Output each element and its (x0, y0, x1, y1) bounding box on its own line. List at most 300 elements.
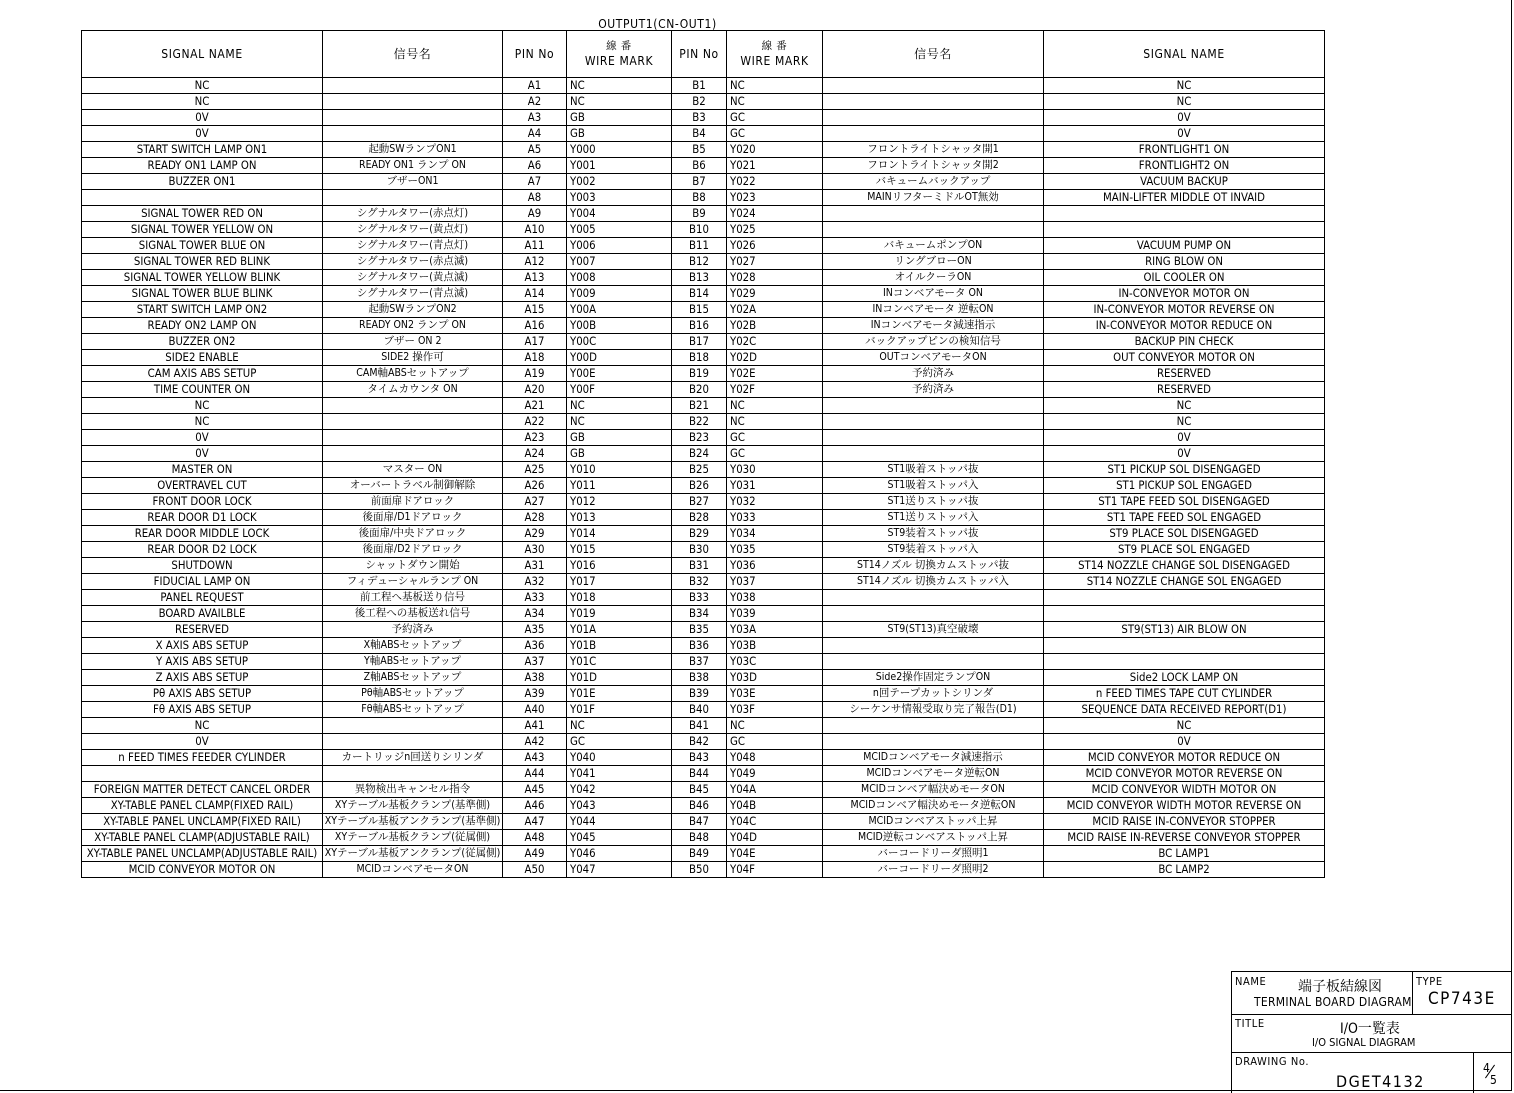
name-label: NAME (1235, 975, 1267, 988)
cell-signal-name-left: REAR DOOR D2 LOCK (82, 542, 323, 558)
cell-wire-mark-left: Y044 (567, 814, 672, 830)
cell-wire-mark-left: Y042 (567, 782, 672, 798)
cell-wire-mark-right: Y038 (727, 590, 823, 606)
cell-wire-mark-left: Y01F (567, 702, 672, 718)
cell-jp-name-right (823, 734, 1044, 750)
cell-wire-mark-left: Y019 (567, 606, 672, 622)
table-row (82, 574, 1325, 590)
cell-pin-no-left: A17 (503, 334, 567, 350)
cell-wire-mark-left: Y047 (567, 862, 672, 878)
cell-signal-name-right: MAIN-LIFTER MIDDLE OT INVAID (1044, 190, 1325, 206)
cell-signal-name-right: IN-CONVEYOR MOTOR REVERSE ON (1044, 302, 1325, 318)
cell-wire-mark-right: Y02F (727, 382, 823, 398)
cell-signal-name-left: NC (82, 414, 323, 430)
cell-pin-no-left: A11 (503, 238, 567, 254)
cell-jp-name-right (823, 654, 1044, 670)
cell-pin-no-left: A22 (503, 414, 567, 430)
cell-wire-mark-left: Y01E (567, 686, 672, 702)
cell-pin-no-right: B24 (672, 446, 727, 462)
cell-signal-name-right: VACUUM BACKUP (1044, 174, 1325, 190)
table-row (82, 446, 1325, 462)
cell-wire-mark-right: Y048 (727, 750, 823, 766)
cell-jp-name-left: SIDE2 操作可 (323, 350, 503, 366)
cell-pin-no-right: B37 (672, 654, 727, 670)
cell-pin-no-right: B27 (672, 494, 727, 510)
cell-signal-name-left: RESERVED (82, 622, 323, 638)
cell-wire-mark-right: Y021 (727, 158, 823, 174)
table-row (82, 174, 1325, 190)
table-row (82, 510, 1325, 526)
cell-wire-mark-left: GC (567, 734, 672, 750)
cell-signal-name-left: Fθ AXIS ABS SETUP (82, 702, 323, 718)
cell-signal-name-right: IN-CONVEYOR MOTOR REDUCE ON (1044, 318, 1325, 334)
cell-wire-mark-left: NC (567, 398, 672, 414)
cell-jp-name-right: ST1吸着ストッパ抜 (823, 462, 1044, 478)
cell-pin-no-left: A50 (503, 862, 567, 878)
cell-signal-name-right: BACKUP PIN CHECK (1044, 334, 1325, 350)
cell-signal-name-right: 0V (1044, 126, 1325, 142)
cell-jp-name-right: ST14ノズル 切換カムストッパ入 (823, 574, 1044, 590)
table-row (82, 542, 1325, 558)
cell-wire-mark-right: Y022 (727, 174, 823, 190)
cell-jp-name-right: MCIDコンベアストッパ上昇 (823, 814, 1044, 830)
cell-wire-mark-right: Y020 (727, 142, 823, 158)
cell-wire-mark-left: GB (567, 446, 672, 462)
table-row (82, 798, 1325, 814)
cell-jp-name-left: 後面扉/D2ドアロック (323, 542, 503, 558)
cell-jp-name-right: Side2操作固定ランプON (823, 670, 1044, 686)
cell-pin-no-right: B13 (672, 270, 727, 286)
cell-signal-name-left: CAM AXIS ABS SETUP (82, 366, 323, 382)
cell-wire-mark-left: Y011 (567, 478, 672, 494)
cell-pin-no-right: B39 (672, 686, 727, 702)
cell-signal-name-right: BC LAMP1 (1044, 846, 1325, 862)
table-row (82, 606, 1325, 622)
cell-jp-name-right: MCIDコンベアモータ減速指示 (823, 750, 1044, 766)
cell-wire-mark-right: Y036 (727, 558, 823, 574)
cell-jp-name-left (323, 398, 503, 414)
cell-signal-name-left: BUZZER ON1 (82, 174, 323, 190)
header-wire-mark-left (567, 31, 672, 78)
header-wire-mark-right-jp: 線 番 (761, 40, 788, 52)
header-wire-mark-right-en: WIRE MARK (740, 54, 809, 68)
cell-signal-name-right: Side2 LOCK LAMP ON (1044, 670, 1325, 686)
cell-signal-name-right (1044, 206, 1325, 222)
cell-jp-name-right (823, 222, 1044, 238)
cell-pin-no-left: A20 (503, 382, 567, 398)
cell-wire-mark-right: Y04F (727, 862, 823, 878)
cell-signal-name-right: MCID CONVEYOR MOTOR REDUCE ON (1044, 750, 1325, 766)
title-label: TITLE (1235, 1017, 1265, 1030)
table-row (82, 766, 1325, 782)
cell-jp-name-right: 予約済み (823, 382, 1044, 398)
cell-jp-name-left (323, 430, 503, 446)
cell-signal-name-right: n FEED TIMES TAPE CUT CYLINDER (1044, 686, 1325, 702)
header-pin-no-right: PIN No (672, 31, 727, 78)
cell-jp-name-left: シグナルタワー(青点灯) (323, 238, 503, 254)
cell-signal-name-right: OIL COOLER ON (1044, 270, 1325, 286)
cell-wire-mark-right: Y039 (727, 606, 823, 622)
cell-signal-name-right: FRONTLIGHT2 ON (1044, 158, 1325, 174)
cell-signal-name-left: REAR DOOR MIDDLE LOCK (82, 526, 323, 542)
cell-pin-no-right: B47 (672, 814, 727, 830)
cell-wire-mark-left: Y01D (567, 670, 672, 686)
cell-signal-name-left: TIME COUNTER ON (82, 382, 323, 398)
cell-jp-name-left: XYテーブル基板クランプ(従属側) (323, 830, 503, 846)
table-row (82, 814, 1325, 830)
cell-pin-no-left: A15 (503, 302, 567, 318)
cell-signal-name-right: ST9(ST13) AIR BLOW ON (1044, 622, 1325, 638)
cell-wire-mark-left: Y041 (567, 766, 672, 782)
cell-pin-no-right: B33 (672, 590, 727, 606)
cell-signal-name-left: READY ON2 LAMP ON (82, 318, 323, 334)
header-row (82, 31, 1325, 78)
cell-signal-name-left: 0V (82, 430, 323, 446)
cell-signal-name-left: NC (82, 94, 323, 110)
cell-jp-name-right: リングブローON (823, 254, 1044, 270)
cell-pin-no-right: B43 (672, 750, 727, 766)
cell-wire-mark-left: Y043 (567, 798, 672, 814)
cell-jp-name-left: CAM軸ABSセットアップ (323, 366, 503, 382)
cell-pin-no-right: B10 (672, 222, 727, 238)
cell-pin-no-left: A25 (503, 462, 567, 478)
cell-pin-no-left: A4 (503, 126, 567, 142)
cell-jp-name-right (823, 606, 1044, 622)
table-row (82, 206, 1325, 222)
cell-pin-no-left: A28 (503, 510, 567, 526)
cell-jp-name-left: Fθ軸ABSセットアップ (323, 702, 503, 718)
cell-wire-mark-left: Y00A (567, 302, 672, 318)
cell-pin-no-right: B44 (672, 766, 727, 782)
table-row (82, 302, 1325, 318)
cell-signal-name-left: START SWITCH LAMP ON2 (82, 302, 323, 318)
cell-jp-name-right (823, 446, 1044, 462)
sheet-number: 4 (1483, 1061, 1490, 1075)
cell-signal-name-right (1044, 638, 1325, 654)
cell-wire-mark-right: Y02E (727, 366, 823, 382)
cell-pin-no-left: A19 (503, 366, 567, 382)
cell-signal-name-right: ST1 PICKUP SOL ENGAGED (1044, 478, 1325, 494)
cell-wire-mark-right: GC (727, 430, 823, 446)
cell-pin-no-left: A3 (503, 110, 567, 126)
cell-jp-name-left: MCIDコンベアモータON (323, 862, 503, 878)
cell-signal-name-left: Pθ AXIS ABS SETUP (82, 686, 323, 702)
cell-jp-name-right (823, 590, 1044, 606)
cell-jp-name-left: Z軸ABSセットアップ (323, 670, 503, 686)
table-row (82, 270, 1325, 286)
cell-signal-name-left: XY-TABLE PANEL UNCLAMP(FIXED RAIL) (82, 814, 323, 830)
cell-wire-mark-right: Y03E (727, 686, 823, 702)
cell-jp-name-right: ST1送りストッパ抜 (823, 494, 1044, 510)
cell-jp-name-left: 前面扉ドアロック (323, 494, 503, 510)
cell-jp-name-left: タイムカウンタ ON (323, 382, 503, 398)
cell-signal-name-left: X AXIS ABS SETUP (82, 638, 323, 654)
cell-wire-mark-left: Y017 (567, 574, 672, 590)
cell-wire-mark-left: Y00B (567, 318, 672, 334)
cell-signal-name-right: 0V (1044, 110, 1325, 126)
cell-signal-name-left: SIGNAL TOWER YELLOW BLINK (82, 270, 323, 286)
cell-wire-mark-left: Y012 (567, 494, 672, 510)
cell-signal-name-right: ST14 NOZZLE CHANGE SOL ENGAGED (1044, 574, 1325, 590)
cell-pin-no-right: B3 (672, 110, 727, 126)
cell-pin-no-left: A36 (503, 638, 567, 654)
cell-jp-name-right (823, 638, 1044, 654)
cell-signal-name-left: START SWITCH LAMP ON1 (82, 142, 323, 158)
cell-signal-name-right: 0V (1044, 734, 1325, 750)
cell-signal-name-left (82, 766, 323, 782)
cell-jp-name-right (823, 126, 1044, 142)
cell-wire-mark-left: Y016 (567, 558, 672, 574)
cell-signal-name-right (1044, 606, 1325, 622)
cell-wire-mark-right: NC (727, 414, 823, 430)
cell-wire-mark-right: Y037 (727, 574, 823, 590)
cell-pin-no-left: A47 (503, 814, 567, 830)
cell-pin-no-right: B32 (672, 574, 727, 590)
cell-pin-no-right: B21 (672, 398, 727, 414)
cell-signal-name-right: ST9 PLACE SOL DISENGAGED (1044, 526, 1325, 542)
cell-pin-no-right: B31 (672, 558, 727, 574)
cell-pin-no-right: B29 (672, 526, 727, 542)
cell-wire-mark-left: Y018 (567, 590, 672, 606)
table-row (82, 366, 1325, 382)
cell-wire-mark-right: Y04E (727, 846, 823, 862)
cell-signal-name-right: NC (1044, 414, 1325, 430)
cell-jp-name-right (823, 110, 1044, 126)
cell-signal-name-left: Y AXIS ABS SETUP (82, 654, 323, 670)
table-row (82, 494, 1325, 510)
cell-pin-no-left: A12 (503, 254, 567, 270)
type-value: CP743E (1428, 989, 1496, 1009)
cell-jp-name-right: バキュームポンプON (823, 238, 1044, 254)
table-row (82, 318, 1325, 334)
cell-pin-no-left: A34 (503, 606, 567, 622)
cell-wire-mark-right: GC (727, 446, 823, 462)
type-label: TYPE (1416, 975, 1443, 988)
cell-wire-mark-right: Y027 (727, 254, 823, 270)
cell-jp-name-left: マスター ON (323, 462, 503, 478)
cell-jp-name-left: 後工程への基板送れ信号 (323, 606, 503, 622)
name-jp: 端子板結線図 (1298, 979, 1382, 995)
cell-wire-mark-left: Y040 (567, 750, 672, 766)
cell-signal-name-left: SIGNAL TOWER BLUE ON (82, 238, 323, 254)
cell-wire-mark-right: Y02C (727, 334, 823, 350)
cell-signal-name-right: RESERVED (1044, 382, 1325, 398)
cell-signal-name-left: 0V (82, 110, 323, 126)
table-row (82, 238, 1325, 254)
cell-pin-no-right: B4 (672, 126, 727, 142)
cell-pin-no-left: A1 (503, 78, 567, 94)
cell-signal-name-right: FRONTLIGHT1 ON (1044, 142, 1325, 158)
cell-wire-mark-right: Y04A (727, 782, 823, 798)
cell-jp-name-left: 起動SWランプON2 (323, 302, 503, 318)
header-wire-mark-left-en: WIRE MARK (584, 54, 654, 68)
cell-jp-name-right: INコンベアモータ減速指示 (823, 318, 1044, 334)
cell-jp-name-left: READY ON1 ランプ ON (323, 158, 503, 174)
cell-wire-mark-left: Y00E (567, 366, 672, 382)
cell-pin-no-left: A2 (503, 94, 567, 110)
cell-wire-mark-left: GB (567, 126, 672, 142)
cell-signal-name-left: NC (82, 78, 323, 94)
cell-wire-mark-right: Y03C (727, 654, 823, 670)
cell-wire-mark-left: Y000 (567, 142, 672, 158)
cell-wire-mark-right: Y03F (727, 702, 823, 718)
cell-pin-no-left: A8 (503, 190, 567, 206)
cell-pin-no-left: A38 (503, 670, 567, 686)
cell-pin-no-left: A29 (503, 526, 567, 542)
cell-pin-no-left: A21 (503, 398, 567, 414)
cell-wire-mark-left: Y014 (567, 526, 672, 542)
io-signal-table (81, 30, 1325, 878)
cell-pin-no-right: B42 (672, 734, 727, 750)
cell-wire-mark-right: Y030 (727, 462, 823, 478)
table-row (82, 94, 1325, 110)
cell-signal-name-right (1044, 222, 1325, 238)
cell-signal-name-left: SIGNAL TOWER YELLOW ON (82, 222, 323, 238)
cell-wire-mark-right: Y02D (727, 350, 823, 366)
table-row (82, 254, 1325, 270)
cell-pin-no-right: B48 (672, 830, 727, 846)
cell-pin-no-right: B49 (672, 846, 727, 862)
cell-pin-no-left: A26 (503, 478, 567, 494)
cell-jp-name-left: ブザーON1 (323, 174, 503, 190)
table-caption: OUTPUT1(CN-OUT1) (598, 17, 717, 31)
cell-pin-no-right: B12 (672, 254, 727, 270)
cell-pin-no-right: B6 (672, 158, 727, 174)
cell-jp-name-left: オーバートラベル制御解除 (323, 478, 503, 494)
cell-jp-name-right: バーコードリーダ照明1 (823, 846, 1044, 862)
cell-wire-mark-left: Y001 (567, 158, 672, 174)
cell-jp-name-left: 予約済み (323, 622, 503, 638)
cell-pin-no-left: A9 (503, 206, 567, 222)
cell-signal-name-left: SIDE2 ENABLE (82, 350, 323, 366)
cell-wire-mark-left: NC (567, 414, 672, 430)
cell-pin-no-right: B26 (672, 478, 727, 494)
sheet-total: 5 (1490, 1073, 1497, 1087)
cell-jp-name-right (823, 94, 1044, 110)
cell-pin-no-right: B35 (672, 622, 727, 638)
cell-signal-name-right: OUT CONVEYOR MOTOR ON (1044, 350, 1325, 366)
cell-signal-name-right: ST1 TAPE FEED SOL ENGAGED (1044, 510, 1325, 526)
title-block-divider (1473, 1052, 1474, 1093)
header-wire-mark-left-jp: 線 番 (606, 40, 632, 52)
cell-jp-name-left (323, 126, 503, 142)
cell-pin-no-left: A39 (503, 686, 567, 702)
cell-wire-mark-right: GC (727, 734, 823, 750)
cell-jp-name-left: カートリッジn回送りシリンダ (323, 750, 503, 766)
cell-wire-mark-right: Y033 (727, 510, 823, 526)
cell-signal-name-right: 0V (1044, 446, 1325, 462)
cell-wire-mark-right: Y03D (727, 670, 823, 686)
cell-pin-no-right: B9 (672, 206, 727, 222)
cell-jp-name-left (323, 446, 503, 462)
cell-jp-name-right: MCIDコンベア幅決めモータ逆転ON (823, 798, 1044, 814)
header-signal-name-left: SIGNAL NAME (82, 31, 323, 78)
cell-signal-name-left: FRONT DOOR LOCK (82, 494, 323, 510)
cell-pin-no-right: B19 (672, 366, 727, 382)
cell-wire-mark-left: Y003 (567, 190, 672, 206)
cell-jp-name-left: 起動SWランプON1 (323, 142, 503, 158)
cell-jp-name-left: XYテーブル基板アンクランプ(従属側) (323, 846, 503, 862)
cell-wire-mark-left: Y010 (567, 462, 672, 478)
cell-jp-name-left: フィデューシャルランプ ON (323, 574, 503, 590)
cell-pin-no-right: B41 (672, 718, 727, 734)
table-row (82, 462, 1325, 478)
cell-wire-mark-right: Y031 (727, 478, 823, 494)
cell-pin-no-left: A48 (503, 830, 567, 846)
cell-pin-no-left: A49 (503, 846, 567, 862)
cell-jp-name-right: OUTコンベアモータON (823, 350, 1044, 366)
table-row (82, 526, 1325, 542)
table-row (82, 398, 1325, 414)
cell-jp-name-right: 予約済み (823, 366, 1044, 382)
cell-signal-name-right: IN-CONVEYOR MOTOR ON (1044, 286, 1325, 302)
cell-wire-mark-left: Y015 (567, 542, 672, 558)
cell-wire-mark-left: Y00D (567, 350, 672, 366)
cell-jp-name-left: シグナルタワー(赤点滅) (323, 254, 503, 270)
cell-wire-mark-left: Y006 (567, 238, 672, 254)
cell-jp-name-right: ST9(ST13)真空破壊 (823, 622, 1044, 638)
cell-wire-mark-right: NC (727, 718, 823, 734)
table-row (82, 750, 1325, 766)
table-row (82, 846, 1325, 862)
cell-pin-no-right: B50 (672, 862, 727, 878)
cell-wire-mark-left: NC (567, 94, 672, 110)
cell-signal-name-left: NC (82, 718, 323, 734)
cell-signal-name-right: 0V (1044, 430, 1325, 446)
cell-pin-no-right: B5 (672, 142, 727, 158)
cell-signal-name-right: RESERVED (1044, 366, 1325, 382)
cell-signal-name-right: ST1 TAPE FEED SOL DISENGAGED (1044, 494, 1325, 510)
cell-signal-name-right: MCID RAISE IN-REVERSE CONVEYOR STOPPER (1044, 830, 1325, 846)
cell-wire-mark-left: Y005 (567, 222, 672, 238)
cell-jp-name-right: n回テープカットシリンダ (823, 686, 1044, 702)
cell-pin-no-right: B7 (672, 174, 727, 190)
cell-signal-name-left: 0V (82, 126, 323, 142)
title-block-divider (1232, 1052, 1512, 1053)
cell-pin-no-right: B36 (672, 638, 727, 654)
title-jp: I/O一覧表 (1340, 1021, 1400, 1037)
cell-pin-no-left: A10 (503, 222, 567, 238)
cell-signal-name-left: OVERTRAVEL CUT (82, 478, 323, 494)
cell-jp-name-right: MCIDコンベアモータ逆転ON (823, 766, 1044, 782)
cell-jp-name-left (323, 190, 503, 206)
cell-pin-no-right: B22 (672, 414, 727, 430)
cell-jp-name-left: シャットダウン開始 (323, 558, 503, 574)
cell-wire-mark-right: Y04C (727, 814, 823, 830)
cell-pin-no-left: A43 (503, 750, 567, 766)
cell-wire-mark-right: Y02B (727, 318, 823, 334)
cell-jp-name-right: シーケンサ情報受取り完了報告(D1) (823, 702, 1044, 718)
cell-signal-name-left: FIDUCIAL LAMP ON (82, 574, 323, 590)
cell-jp-name-left: XYテーブル基板クランプ(基準側) (323, 798, 503, 814)
table-row (82, 702, 1325, 718)
table-row (82, 590, 1325, 606)
cell-jp-name-right: MAINリフターミドルOT無効 (823, 190, 1044, 206)
cell-jp-name-right: ST1送りストッパ入 (823, 510, 1044, 526)
cell-jp-name-right: ST9装着ストッパ入 (823, 542, 1044, 558)
cell-pin-no-right: B18 (672, 350, 727, 366)
cell-wire-mark-right: Y029 (727, 286, 823, 302)
title-block-divider (1232, 1014, 1512, 1015)
cell-pin-no-left: A24 (503, 446, 567, 462)
io-table-body (82, 78, 1325, 878)
cell-pin-no-right: B14 (672, 286, 727, 302)
cell-jp-name-left (323, 110, 503, 126)
table-row (82, 222, 1325, 238)
table-row (82, 558, 1325, 574)
cell-signal-name-left: BOARD AVAILBLE (82, 606, 323, 622)
cell-wire-mark-right: GC (727, 110, 823, 126)
